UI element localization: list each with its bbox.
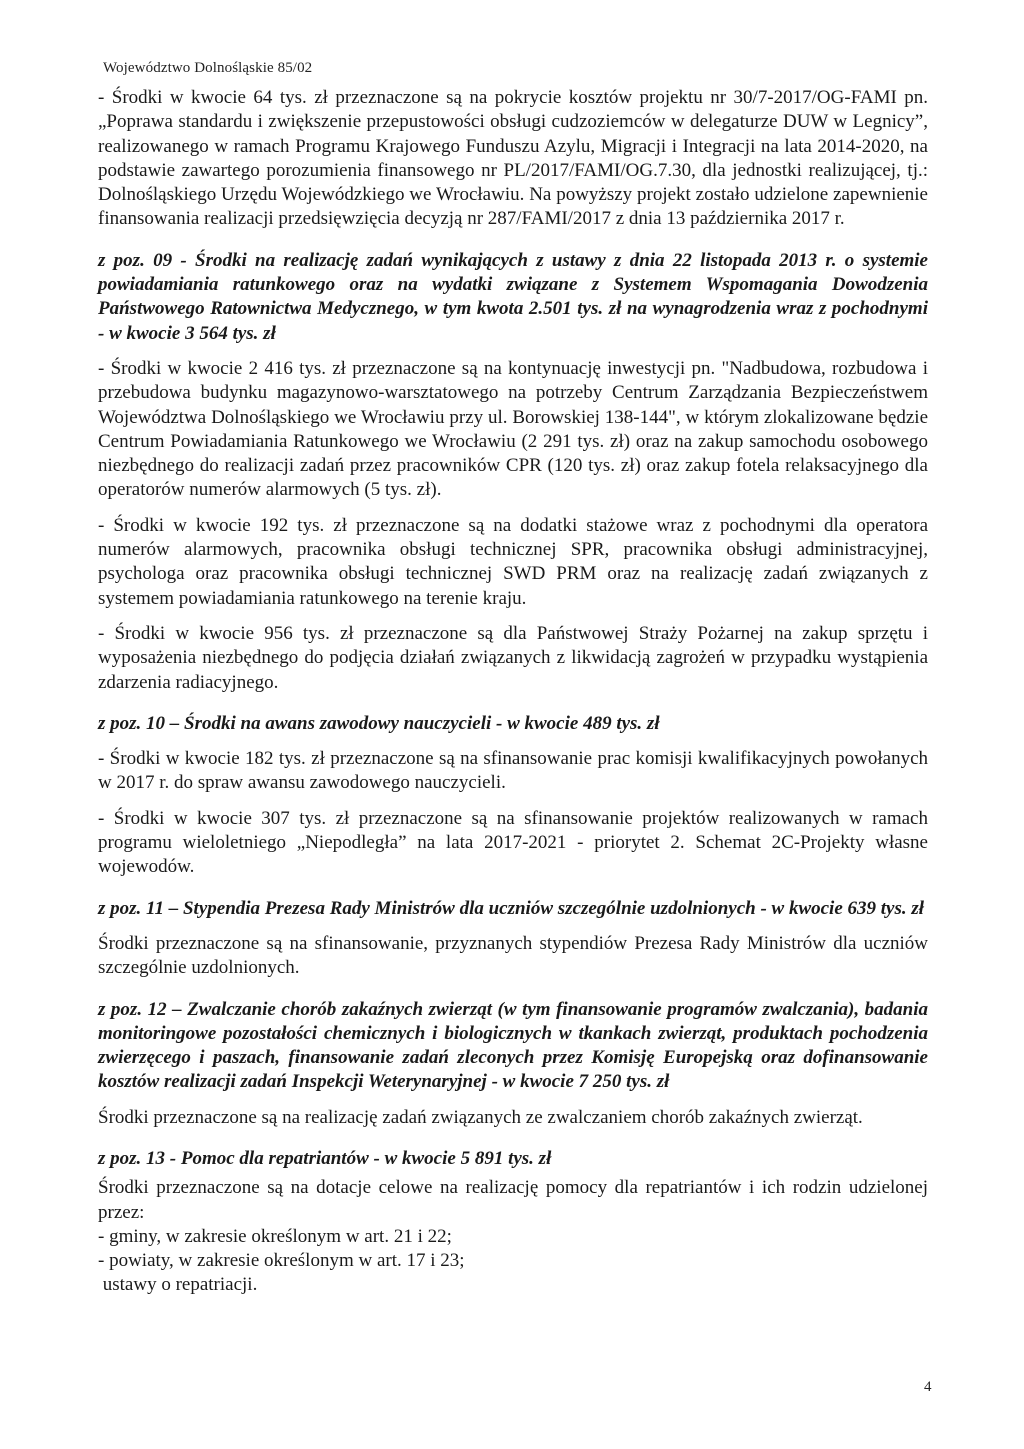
paragraph-fire-service: - Środki w kwocie 956 tys. zł przeznaczone są dla Państwowej Straży Pożarnej na zakup sprzętu i wyposażenia niezbędnego do podjęcia działań związanych z likwidacją zagrożeń w przypadku wystąpienia zdarzenia radiacyjnego.: [98, 622, 928, 693]
document-body: [98, 86, 928, 1298]
paragraph-fami-project: - Środki w kwocie 64 tys. zł przeznaczone są na pokrycie kosztów projektu nr 30/7-2017/OG-FAMI pn. „Poprawa standardu i zwiększenie przepustowości obsługi cudzoziemców w delegaturze DUW w Legnicy”, realizowanego w ramach Programu Krajowego Funduszu Azylu, Migracji i Integracji na lata 2014-2020, na podstawie zawartego porozumienia finansowego nr PL/2017/FAMI/OG.7.30, dla jednostki realizującej, tj.: Dolnośląskiego Urzędu Wojewódzkiego we Wrocławiu. Na powyższy projekt zostało udzielone zapewnienie finansowania realizacji przedsięwzięcia decyzją nr 287/FAMI/2017 z dnia 13 października 2017 r.: [98, 87, 928, 230]
page-number: 4: [924, 1379, 932, 1395]
paragraph-repatriates: Środki przeznaczone są na dotacje celowe na realizację pomocy dla repatriantów i ich rodzin udzielonej przez:: [98, 1177, 928, 1223]
paragraph-niepodlegla-program: - Środki w kwocie 307 tys. zł przeznaczone są na sfinansowanie projektów realizowanych w ramach programu wieloletniego „Niepodległa” na lata 2017-2021 - priorytet 2. Schemat 2C-Projekty własne wojewodów.: [98, 807, 928, 878]
heading-poz-13: z poz. 13 - Pomoc dla repatriantów - w kwocie 5 891 tys. zł: [98, 1147, 552, 1169]
paragraph-animal-diseases: Środki przeznaczone są na realizację zadań związanych ze zwalczaniem chorób zakaźnych zwierząt.: [98, 1106, 863, 1128]
heading-poz-09: z poz. 09 - Środki na realizację zadań wynikających z ustawy z dnia 22 listopada 2013 r. o systemie powiadamiania ratunkowego oraz na wydatki związane z Systemem Wspomagania Dowodzenia Państwowego Ratownictwa Medycznego, w tym kwota 2.501 tys. zł na wynagrodzenia wraz z pochodnymi - w kwocie 3 564 tys. zł: [98, 249, 928, 344]
paragraph-qualification-committees: - Środki w kwocie 182 tys. zł przeznaczone są na sfinansowanie prac komisji kwalifikacyjnych powołanych w 2017 r. do spraw awansu zawodowego nauczycieli.: [98, 748, 928, 794]
heading-poz-10: z poz. 10 – Środki na awans zawodowy nauczycieli - w kwocie 489 tys. zł: [98, 712, 660, 734]
paragraph-cpr-investment: - Środki w kwocie 2 416 tys. zł przeznaczone są na kontynuację inwestycji pn. "Nadbudowa, rozbudowa i przebudowa budynku magazynowo-warsztatowego na potrzeby Centrum Zarządzania Bezpieczeństwem Województwa Dolnośląskiego we Wrocławiu przy ul. Borowskiej 138-144", w którym zlokalizowane będzie Centrum Powiadamiania Ratunkowego we Wrocławiu (2 291 tys. zł) oraz na zakup samochodu osobowego niezbędnego do realizacji zadań przez pracowników CPR (120 tys. zł) oraz zakup fotela relaksacyjnego dla operatorów numerów alarmowych (5 tys. zł).: [98, 357, 928, 501]
list-item-ustawy: ustawy o repatriacji.: [98, 1274, 258, 1296]
paragraph-seniority-allowances: - Środki w kwocie 192 tys. zł przeznaczone są na dodatki stażowe wraz z pochodnymi dla operatora numerów alarmowych, pracownika obsługi technicznej SPR, pracownika obsługi administracyjnej, psychologa oraz pracownika obsługi technicznej SWD PRM oraz na realizację zadań związanych z systemem powiadamiania ratunkowego na terenie kraju.: [98, 514, 928, 609]
page-header: Województwo Dolnośląskie 85/02: [103, 60, 313, 76]
heading-poz-12: z poz. 12 – Zwalczanie chorób zakaźnych zwierząt (w tym finansowanie programów zwalczania), badania monitoringowe pozostałości chemicznych i biologicznych w tkankach zwierząt, produktach pochodzenia zwierzęcego i paszach, finansowanie zadań zleconych przez Komisję Europejską oraz dofinansowanie kosztów realizacji zadań Inspekcji Weterynaryjnej - w kwocie 7 250 tys. zł: [98, 998, 928, 1093]
paragraph-scholarships: Środki przeznaczone są na sfinansowanie, przyznanych stypendiów Prezesa Rady Ministrów dla uczniów szczególnie uzdolnionych.: [98, 932, 928, 979]
heading-poz-11: z poz. 11 – Stypendia Prezesa Rady Ministrów dla uczniów szczególnie uzdolnionych - w kwocie 639 tys. zł: [98, 897, 925, 919]
list-item-powiaty: - powiaty, w zakresie określonym w art. 17 i 23;: [98, 1250, 465, 1272]
list-item-gminy: - gminy, w zakresie określonym w art. 21 i 22;: [98, 1225, 452, 1247]
